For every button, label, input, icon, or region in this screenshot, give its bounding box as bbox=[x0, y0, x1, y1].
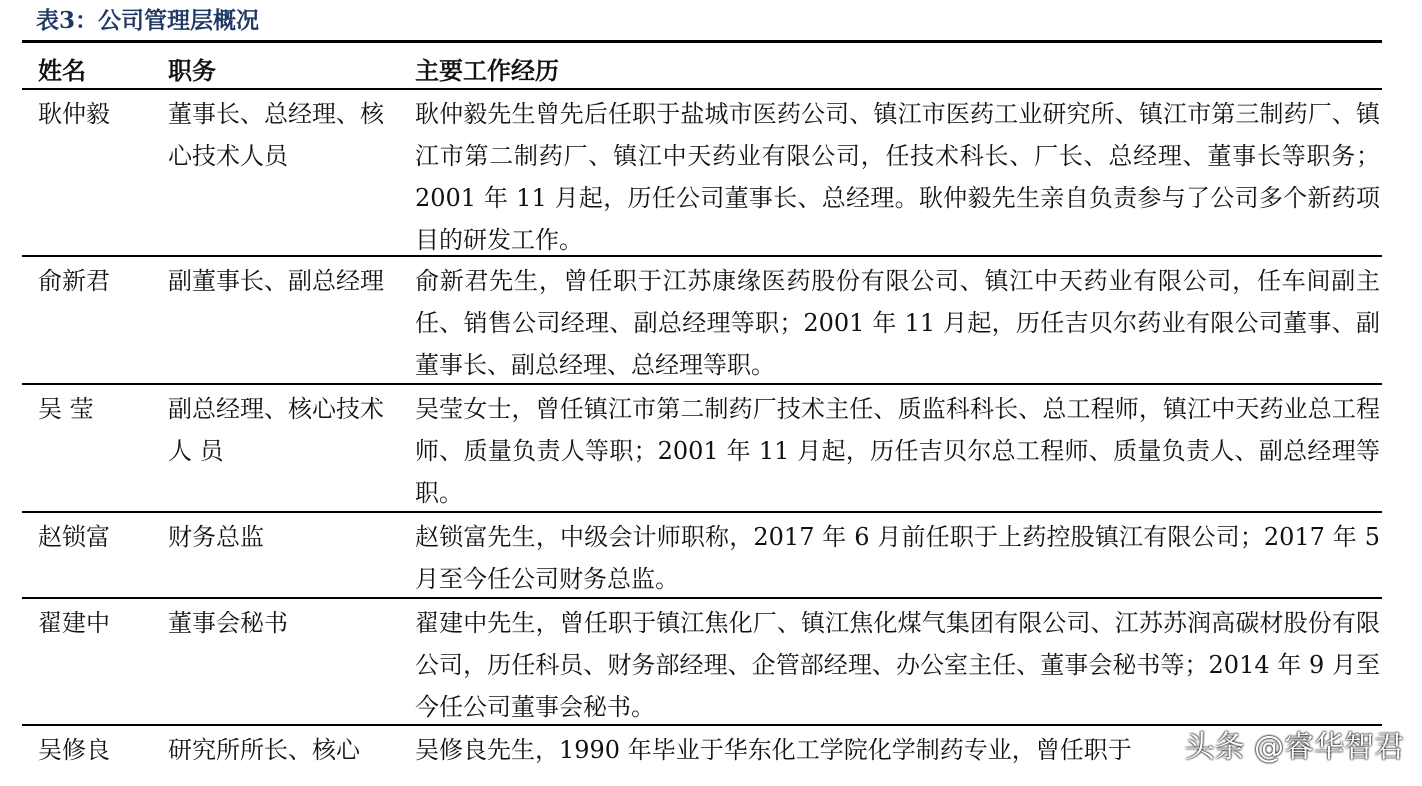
cell-name: 吴修良 bbox=[38, 736, 110, 764]
cell-name: 吴 莹 bbox=[38, 395, 94, 423]
cell-position: 董事会秘书 bbox=[168, 609, 288, 637]
header-position: 职务 bbox=[168, 56, 216, 85]
cell-history: 赵锁富先生，中级会计师职称，2017 年 6 月前任职于上药控股镇江有限公司；2017 年 5 月至今任公司财务总监。 bbox=[415, 523, 1380, 593]
cell-history: 耿仲毅先生曾先后任职于盐城市医药公司、镇江市医药工业研究所、镇江市第三制药厂、镇江市第二制药厂、镇江中天药业有限公司，任技术科长、厂长、总经理、董事长等职务；2001 年 11 月起，历任公司董事长、总经理。耿仲毅先生亲自负责参与了公司多个新药项目的研发工作。 bbox=[415, 100, 1380, 254]
table-header bbox=[22, 40, 1382, 90]
cell-name: 俞新君 bbox=[38, 267, 110, 295]
header-name: 姓名 bbox=[38, 56, 86, 85]
cell-history: 吴修良先生，1990 年毕业于华东化工学院化学制药专业，曾任职于 bbox=[415, 736, 1132, 764]
table-title: 表3：公司管理层概况 bbox=[36, 7, 260, 34]
cell-name: 翟建中 bbox=[38, 609, 110, 637]
cell-position: 副董事长、副总经理 bbox=[168, 267, 384, 295]
management-table bbox=[22, 40, 1382, 786]
table-row bbox=[22, 385, 1382, 513]
cell-position: 研究所所长、核心 bbox=[168, 736, 360, 764]
table-row bbox=[22, 726, 1382, 786]
cell-history: 吴莹女士，曾任镇江市第二制药厂技术主任、质监科科长、总工程师，镇江中天药业总工程师、质量负责人等职；2001 年 11 月起，历任吉贝尔总工程师、质量负责人、副总经理等职。 bbox=[415, 395, 1380, 507]
table-row bbox=[22, 257, 1382, 385]
table-row bbox=[22, 90, 1382, 257]
cell-history: 翟建中先生，曾任职于镇江焦化厂、镇江焦化煤气集团有限公司、江苏苏润高碳材股份有限公司，历任科员、财务部经理、企管部经理、办公室主任、董事会秘书等；2014 年 9 月至今任公司董事会秘书。 bbox=[415, 609, 1380, 721]
header-history: 主要工作经历 bbox=[415, 56, 559, 85]
cell-position: 副总经理、核心技术人 员 bbox=[168, 395, 384, 465]
cell-name: 耿仲毅 bbox=[38, 100, 110, 128]
watermark: 头条 @睿华智君 bbox=[1184, 730, 1404, 765]
cell-position: 财务总监 bbox=[168, 523, 264, 551]
table-row bbox=[22, 513, 1382, 599]
cell-name: 赵锁富 bbox=[38, 523, 110, 551]
cell-position: 董事长、总经理、核心技术人员 bbox=[168, 100, 384, 170]
table-row bbox=[22, 599, 1382, 726]
cell-history: 俞新君先生，曾任职于江苏康缘医药股份有限公司、镇江中天药业有限公司，任车间副主任、销售公司经理、副总经理等职；2001 年 11 月起，历任吉贝尔药业有限公司董事、副董事长、副总经理、总经理等职。 bbox=[415, 267, 1380, 379]
